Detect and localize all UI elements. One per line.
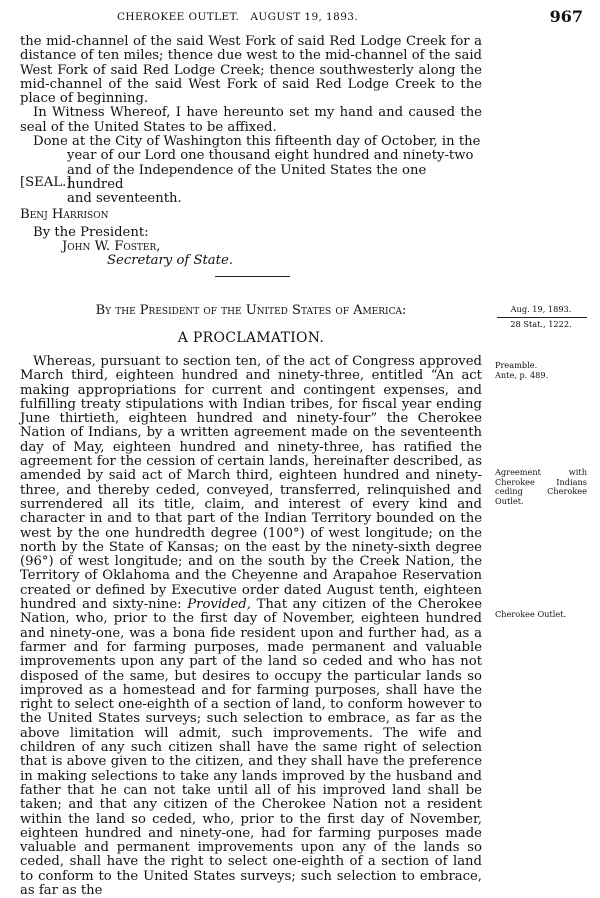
provided-paragraph: That any citizen of the Cherokee Nation, who, prior to the first day of November, eighteen hundred and ninety-one, was a bona fide resident upon and further had, as a farmer and for farming purposes, made permanent and valuable improvements upon any part of the land so ceded and who has not disposed of the same, but desires to occupy the particular lands so improved as a homestead and for farming purposes, shall have the right to select one-eighth of a section of land, to conform however to the United States surveys; such selection to embrace, as far as the above limitation will admit, such improvements. The wife and children of any such citizen shall have the same right of selection that is above given to the citizen, and they shall have the preference in making selections to take any lands improved by the husband and father that he can not take until all of his improved land shall be taken; and that any citizen of the Cherokee Nation not a resident within the land so ceded, who, prior to the first day of November, eighteen hundred and ninety-one, had for farming purposes made valuable and permanent improvements upon any of the lands so ceded, shall have the right to select one-eighth of a section of land to conform to the United States surveys; such selection to embrace, as far as the: [20, 597, 482, 898]
margin-ante: Ante, p. 489.: [495, 370, 549, 380]
margin-date: Aug. 19, 1893.: [510, 304, 572, 314]
seal-mark: [SEAL.]: [20, 175, 72, 190]
provided-word: Provided,: [187, 597, 251, 613]
boundary-paragraph: the mid-channel of the said West Fork of said Red Lodge Creek for a distance of ten miles; thence due west to the mid-channel of the said West Fork of said Red Lodge Creek; thence southwesterly along the mid-channel of the said West Fork of said Red Lodge Creek to the place of beginning.: [20, 34, 482, 107]
proclamation-heading: By the President of the United States of America:: [95, 303, 407, 318]
margin-preamble: Preamble.: [495, 360, 538, 370]
running-header: [0, 7, 600, 27]
running-head: CHEROKEE OUTLET. AUGUST 19, 1893.: [117, 11, 359, 23]
margin-outlet: Cherokee Outlet.: [495, 609, 567, 619]
proclamation-text: [20, 355, 482, 898]
done-line-2: year of our Lord one thousand eight hundred and ninety-two: [67, 148, 474, 164]
done-line-1: Done at the City of Washington this fifteenth day of October, in the: [33, 134, 481, 150]
signature: Benj Harrison: [20, 206, 109, 222]
page-number: 967: [549, 7, 583, 26]
whereas-paragraph: Whereas, pursuant to section ten, of the act of Congress approved March third, eighteen hundred and ninety-three, entitled “An act making appropriations for current and contingent expenses, and fulfilling treaty stipulations with Indian tribes, for fiscal year ending June thirtieth, eighteen hundred and ninety-four” the Cherokee Nation of Indians, by a written agreement made on the seventeenth day of May, eighteen hundred and ninety-three, has ratified the agreement for the cession of certain lands, hereinafter described, as amended by said act of March third, eighteen hundred and ninety-three, and thereby ceded, conveyed, transferred, relinquished and surrendered all its title, claim, and interest of every kind and character in and to that part of the Indian Territory bounded on the west by the one hundredth degree (100°) of west longitude; on the north by the State of Kansas; on the east by the ninety-sixth degree (96°) of west longitude; and on the south by the Creek Nation, the Territory of Oklahoma and the Cheyenne and Arapahoe Reservation created or defined by Executive order dated August tenth, eighteen hundred and sixty-nine:: [20, 354, 482, 613]
done-line-3: and of the Independence of the United States the one hundred: [67, 162, 427, 192]
margin-statute: 28 Stat., 1222.: [510, 319, 572, 329]
section-divider: [215, 276, 290, 277]
margin-agreement: Agreement with Cherokee Indians ceding Cherokee Outlet.: [495, 467, 587, 506]
top-section: [20, 35, 482, 269]
done-line-4: and seventeenth.: [67, 191, 182, 207]
proclamation-title: A PROCLAMATION.: [177, 330, 325, 346]
witness-paragraph: In Witness Whereof, I have hereunto set my hand and caused the seal of the United States to be affixed.: [20, 105, 482, 135]
by-president: By the President:: [33, 224, 149, 240]
secretary-title: Secretary of State.: [107, 253, 233, 269]
secretary-name: John W. Foster,: [62, 239, 161, 255]
margin-rule: [497, 317, 587, 318]
